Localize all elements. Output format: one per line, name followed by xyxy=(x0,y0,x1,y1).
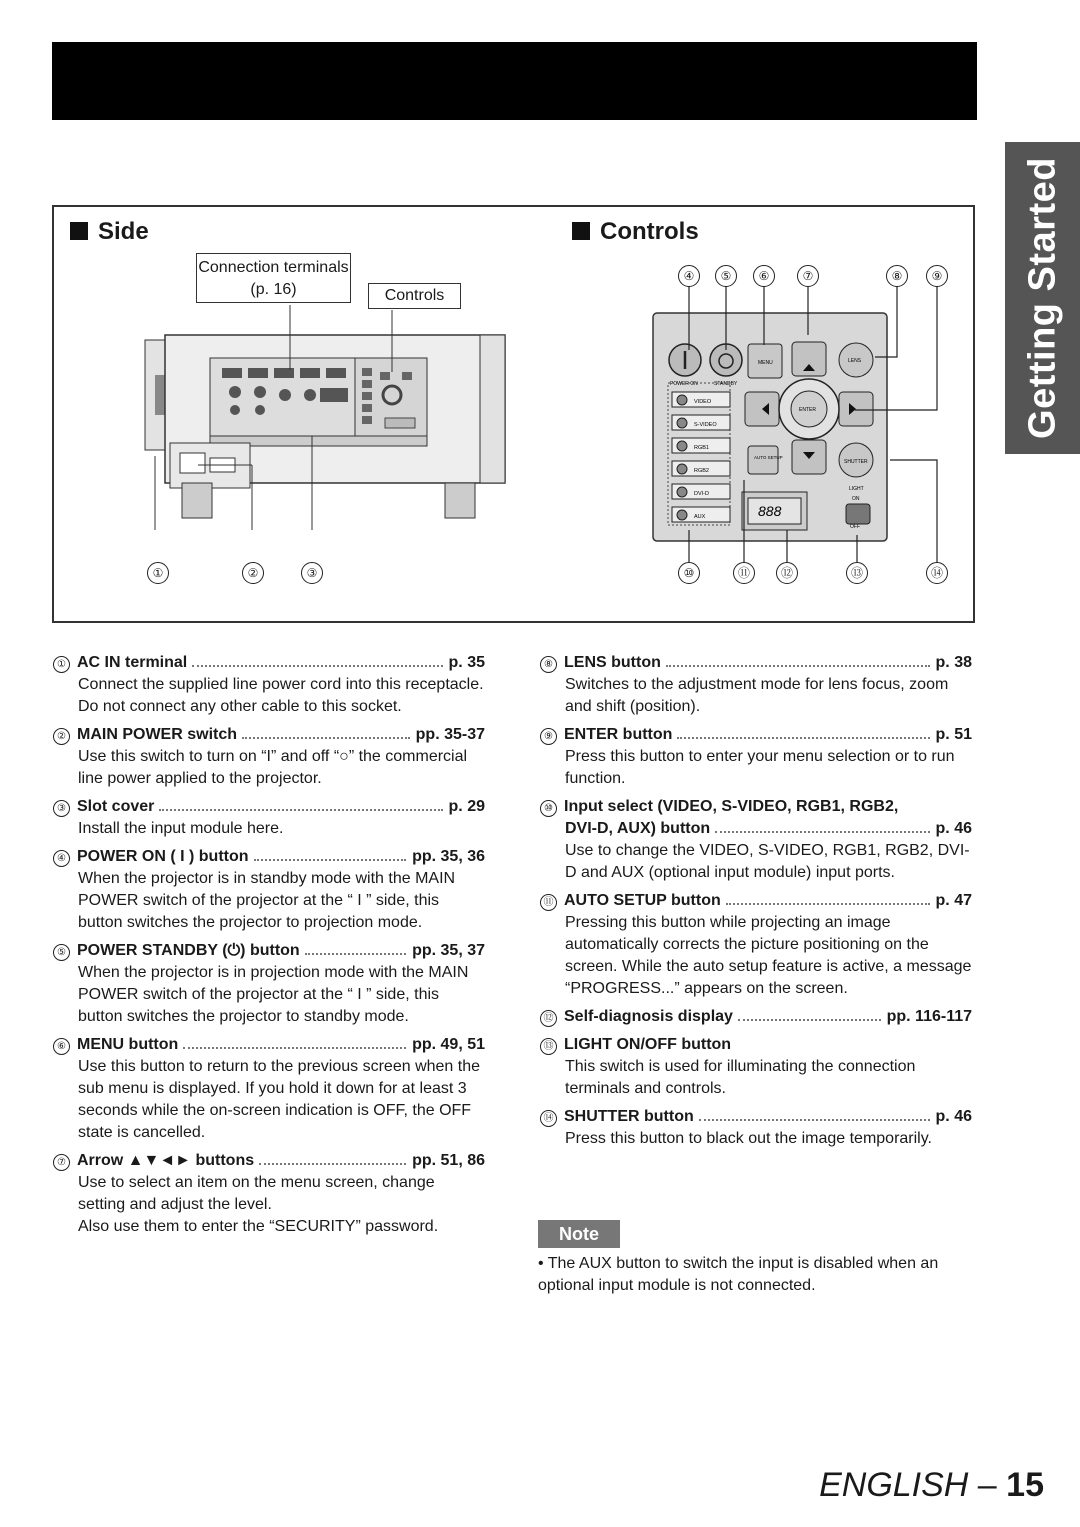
item-title: AC IN terminal xyxy=(77,654,188,671)
item-description: Press this button to enter your menu selection or to run function. xyxy=(565,748,955,787)
item-description: Use to change the VIDEO, S-VIDEO, RGB1, RGB2, DVI-D and AUX (optional input module) input ports. xyxy=(565,842,970,881)
item-number: ③ xyxy=(53,800,70,817)
footer-dash: – xyxy=(968,1466,1007,1504)
light-on-label: ON xyxy=(852,496,860,502)
item-slot-cover xyxy=(53,796,485,840)
shutter-label: SHUTTER xyxy=(844,459,868,465)
item-main-power-switch xyxy=(53,724,485,790)
item-description: Switches to the adjustment mode for lens focus, zoom and shift (position). xyxy=(565,676,949,715)
item-title: POWER ON ( I ) button xyxy=(77,848,249,865)
item-page-ref: p. 35 xyxy=(448,654,485,671)
item-title: LENS button xyxy=(564,654,661,671)
item-description: This switch is used for illuminating the connection terminals and controls. xyxy=(565,1058,916,1097)
input-aux-label: AUX xyxy=(694,514,706,520)
item-enter-button xyxy=(540,724,972,790)
item-lens-button xyxy=(540,652,972,718)
page-footer xyxy=(819,1466,1044,1505)
section-tab xyxy=(1005,142,1080,454)
item-title: Input select (VIDEO, S-VIDEO, RGB1, RGB2, xyxy=(564,798,899,815)
item-power-standby-button xyxy=(53,940,485,1028)
figure-number-6: ⑥ xyxy=(753,265,775,287)
item-ac-in-terminal xyxy=(53,652,485,718)
item-power-on-button xyxy=(53,846,485,934)
note-label: Note xyxy=(538,1220,620,1248)
item-shutter-button xyxy=(540,1106,972,1150)
note-text: • The AUX button to switch the input is disabled when an optional input module is not connected. xyxy=(538,1255,939,1294)
auto-setup-label: AUTO SETUP xyxy=(754,455,783,460)
item-description: Press this button to black out the image temporarily. xyxy=(565,1130,932,1147)
item-page-ref: p. 51 xyxy=(935,726,972,743)
item-auto-setup-button xyxy=(540,890,972,1000)
enter-label: ENTER xyxy=(799,407,816,413)
item-description: Also use them to enter the “SECURITY” password. xyxy=(78,1218,439,1235)
header-bar xyxy=(52,42,977,120)
item-page-ref: p. 47 xyxy=(935,892,972,909)
item-description: Connect the supplied line power cord into this receptacle. xyxy=(78,676,484,693)
item-page-ref: pp. 35, 37 xyxy=(412,942,485,959)
controls-leader-lines xyxy=(640,260,960,570)
item-page-ref: pp. 116-117 xyxy=(886,1008,972,1025)
square-bullet-icon xyxy=(70,222,88,240)
item-description: Use this switch to turn on “I” and off “○” the commercial line power applied to the projector. xyxy=(78,748,468,787)
item-title: MENU button xyxy=(77,1036,179,1053)
item-menu-button xyxy=(53,1034,485,1144)
item-number: ④ xyxy=(53,850,70,867)
square-bullet-icon xyxy=(572,222,590,240)
item-title: Self-diagnosis display xyxy=(564,1008,733,1025)
controls-callout: Controls xyxy=(368,283,461,309)
input-dvid-label: DVI-D xyxy=(694,491,709,497)
item-description: Use to select an item on the menu screen, change setting and adjust the level. xyxy=(78,1174,435,1213)
item-description: When the projector is in standby mode with the MAIN POWER switch of the projector at the “ I ” side, this button switches the projector to projection mode. xyxy=(78,870,456,931)
item-page-ref: p. 29 xyxy=(448,798,485,815)
figure-number-1: ① xyxy=(147,562,169,584)
figure-number-5: ⑤ xyxy=(715,265,737,287)
item-title: Slot cover xyxy=(77,798,155,815)
item-number: ⑥ xyxy=(53,1038,70,1055)
item-number: ⑩ xyxy=(540,800,557,817)
item-number: ② xyxy=(53,728,70,745)
item-number: ⑫ xyxy=(540,1010,557,1027)
input-rgb2-label: RGB2 xyxy=(694,468,709,474)
item-title: Arrow ▲▼◄► buttons xyxy=(77,1152,255,1169)
figure-number-13: ⑬ xyxy=(846,562,868,584)
figure-number-11: ⑪ xyxy=(733,562,755,584)
input-rgb1-label: RGB1 xyxy=(694,445,709,451)
section-tab-label: Getting Started xyxy=(1021,157,1064,439)
right-item-list xyxy=(540,652,972,1156)
item-arrow-buttons xyxy=(53,1150,485,1238)
item-number: ⑪ xyxy=(540,894,557,911)
item-title: MAIN POWER switch xyxy=(77,726,238,743)
figure-number-8: ⑧ xyxy=(886,265,908,287)
footer-language: ENGLISH xyxy=(819,1466,969,1504)
display-digits: 888 xyxy=(758,503,782,519)
figure-number-3: ③ xyxy=(301,562,323,584)
left-item-list xyxy=(53,652,485,1244)
side-heading-text: Side xyxy=(98,218,149,245)
item-title: ENTER button xyxy=(564,726,673,743)
item-title-continued: DVI-D, AUX) button xyxy=(565,820,711,837)
item-page-ref: p. 46 xyxy=(935,820,972,837)
item-number: ⑬ xyxy=(540,1038,557,1055)
item-page-ref: p. 38 xyxy=(935,654,972,671)
lens-label: LENS xyxy=(848,358,862,364)
power-on-label: POWER ON xyxy=(670,381,698,387)
item-number: ⑤ xyxy=(53,944,70,961)
figure-number-7: ⑦ xyxy=(797,265,819,287)
projector-side-illustration xyxy=(140,300,510,530)
input-svideo-label: S-VIDEO xyxy=(694,422,717,428)
item-input-select-button xyxy=(540,796,972,884)
item-title: AUTO SETUP button xyxy=(564,892,721,909)
item-page-ref: pp. 49, 51 xyxy=(412,1036,485,1053)
menu-label: MENU xyxy=(758,360,773,366)
controls-heading xyxy=(572,218,699,246)
item-number: ⑭ xyxy=(540,1110,557,1127)
item-number: ① xyxy=(53,656,70,673)
page-number: 15 xyxy=(1006,1466,1044,1504)
item-description: When the projector is in projection mode with the MAIN POWER switch of the projector at the “ I ” side, this button switches the projector to standby mode. xyxy=(78,964,469,1025)
item-description: Use this button to return to the previous screen when the sub menu is displayed. If you hold it down for at least 3 seconds while the on-screen indication is OFF, the OFF state is cancelled. xyxy=(78,1058,481,1141)
item-light-button xyxy=(540,1034,972,1100)
item-description: Pressing this button while projecting an image automatically corrects the picture positioning on the screen. While the auto setup feature is active, a message “PROGRESS...” appears on the screen. xyxy=(565,914,972,997)
connection-terminals-callout: Connection terminals (p. 16) xyxy=(196,253,351,303)
item-description: Install the input module here. xyxy=(78,820,284,837)
figure-number-4: ④ xyxy=(678,265,700,287)
item-self-diagnosis-display xyxy=(540,1006,972,1028)
item-number: ⑨ xyxy=(540,728,557,745)
item-page-ref: pp. 35, 36 xyxy=(412,848,485,865)
side-heading xyxy=(70,218,149,246)
item-title: SHUTTER button xyxy=(564,1108,694,1125)
light-off-label: OFF xyxy=(850,524,860,530)
item-number: ⑧ xyxy=(540,656,557,673)
item-description: Do not connect any other cable to this socket. xyxy=(78,698,402,715)
light-label: LIGHT xyxy=(849,486,864,492)
item-page-ref: p. 46 xyxy=(935,1108,972,1125)
figure-number-2: ② xyxy=(242,562,264,584)
item-title: LIGHT ON/OFF button xyxy=(564,1036,732,1053)
item-number: ⑦ xyxy=(53,1154,70,1171)
input-video-label: VIDEO xyxy=(694,399,712,405)
figure-number-10: ⑩ xyxy=(678,562,700,584)
standby-label: STANDBY xyxy=(714,381,738,387)
item-title: POWER STANDBY (⏻) button xyxy=(77,942,300,959)
item-page-ref: pp. 51, 86 xyxy=(412,1152,485,1169)
figure-number-14: ⑭ xyxy=(926,562,948,584)
figure-number-9: ⑨ xyxy=(926,265,948,287)
controls-heading-text: Controls xyxy=(600,218,699,245)
item-page-ref: pp. 35-37 xyxy=(415,726,485,743)
figure-number-12: ⑫ xyxy=(776,562,798,584)
